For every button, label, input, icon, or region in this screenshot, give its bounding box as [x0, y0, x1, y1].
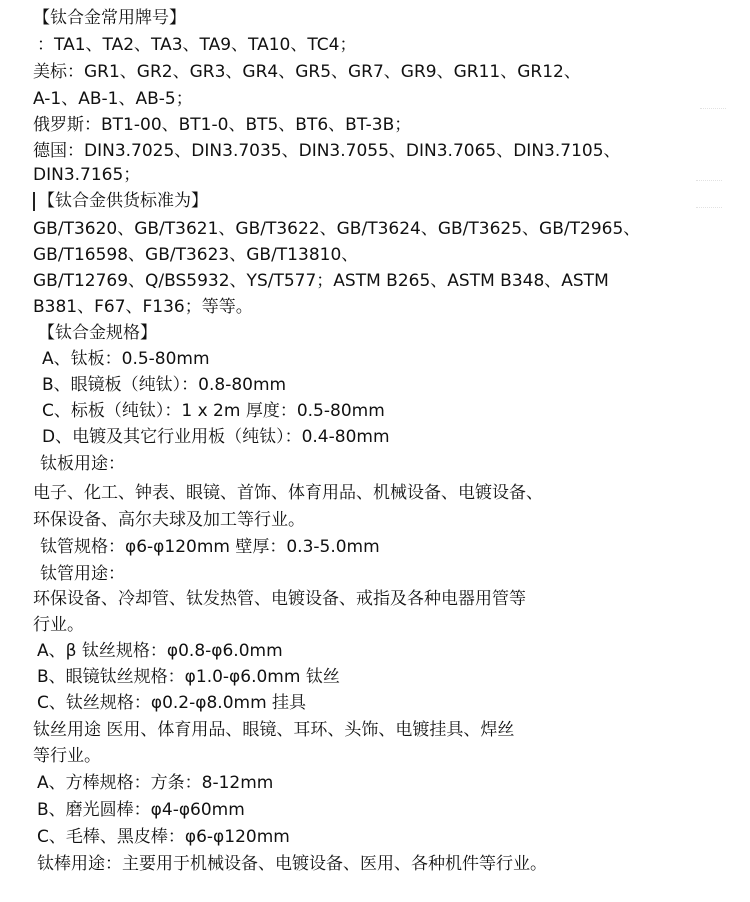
- text-line: 钛管用途：: [40, 564, 125, 584]
- text-line: 钛丝用途 医用、体育用品、眼镜、耳环、头饰、电镀挂具、焊丝: [33, 720, 515, 740]
- text-line: GB/T3620、GB/T3621、GB/T3622、GB/T3624、GB/T3625、GB/T2965、: [33, 219, 641, 239]
- text-line: A、β 钛丝规格：φ0.8-φ6.0mm: [37, 641, 283, 661]
- text-line: B381、F67、F136；等等。: [33, 297, 253, 317]
- text-line: 德国：DIN3.7025、DIN3.7035、DIN3.7055、DIN3.7065、DIN3.7105、: [33, 141, 621, 161]
- heading-specs: 【钛合金规格】: [38, 323, 157, 343]
- text-line: 环保设备、高尔夫球及加工等行业。: [33, 510, 305, 530]
- text-line: 行业。: [33, 615, 84, 635]
- text-line: C、标板（纯钛）：1 x 2m 厚度：0.5-80mm: [42, 401, 385, 421]
- text-line: 电子、化工、钟表、眼镜、首饰、体育用品、机械设备、电镀设备、: [33, 483, 543, 503]
- text-line: 美标：GR1、GR2、GR3、GR4、GR5、GR7、GR9、GR11、GR12、: [33, 62, 581, 82]
- text-line: ：TA1、TA2、TA3、TA9、TA10、TC4；: [37, 35, 357, 55]
- text-line: A-1、AB-1、AB-5；: [33, 89, 193, 109]
- text-line: B、磨光圆棒：φ4-φ60mm: [37, 800, 245, 820]
- heading-standards: 【钛合金供货标准为】: [38, 191, 208, 211]
- heading-grades: 【钛合金常用牌号】: [33, 8, 186, 28]
- faint-mark: [696, 180, 722, 181]
- text-line: GB/T12769、Q/BS5932、YS/T577；ASTM B265、ASTM B348、ASTM: [33, 271, 609, 291]
- text-cursor: [33, 192, 35, 211]
- text-line: 等行业。: [33, 746, 101, 766]
- faint-mark: [700, 108, 726, 109]
- text-line: 环保设备、冷却管、钛发热管、电镀设备、戒指及各种电器用管等: [33, 589, 526, 609]
- text-line: A、钛板：0.5-80mm: [42, 349, 210, 369]
- text-line: C、毛棒、黑皮棒：φ6-φ120mm: [37, 827, 290, 847]
- text-line: GB/T16598、GB/T3623、GB/T13810、: [33, 245, 359, 265]
- text-line: A、方棒规格：方条：8-12mm: [37, 773, 274, 793]
- text-line: C、钛丝规格：φ0.2-φ8.0mm 挂具: [37, 693, 307, 713]
- text-line: B、眼镜钛丝规格：φ1.0-φ6.0mm 钛丝: [37, 667, 340, 687]
- text-line: 俄罗斯：BT1-00、BT1-0、BT5、BT6、BT-3B；: [33, 115, 412, 135]
- text-line: 钛管规格：φ6-φ120mm 壁厚：0.3-5.0mm: [40, 537, 380, 557]
- text-line: DIN3.7165；: [33, 165, 141, 185]
- text-line: B、眼镜板（纯钛）：0.8-80mm: [42, 375, 287, 395]
- text-line: 钛棒用途：主要用于机械设备、电镀设备、医用、各种机件等行业。: [37, 854, 547, 874]
- faint-mark: [696, 207, 722, 208]
- text-line: D、电镀及其它行业用板（纯钛）：0.4-80mm: [42, 427, 390, 447]
- text-line: 钛板用途：: [40, 454, 125, 474]
